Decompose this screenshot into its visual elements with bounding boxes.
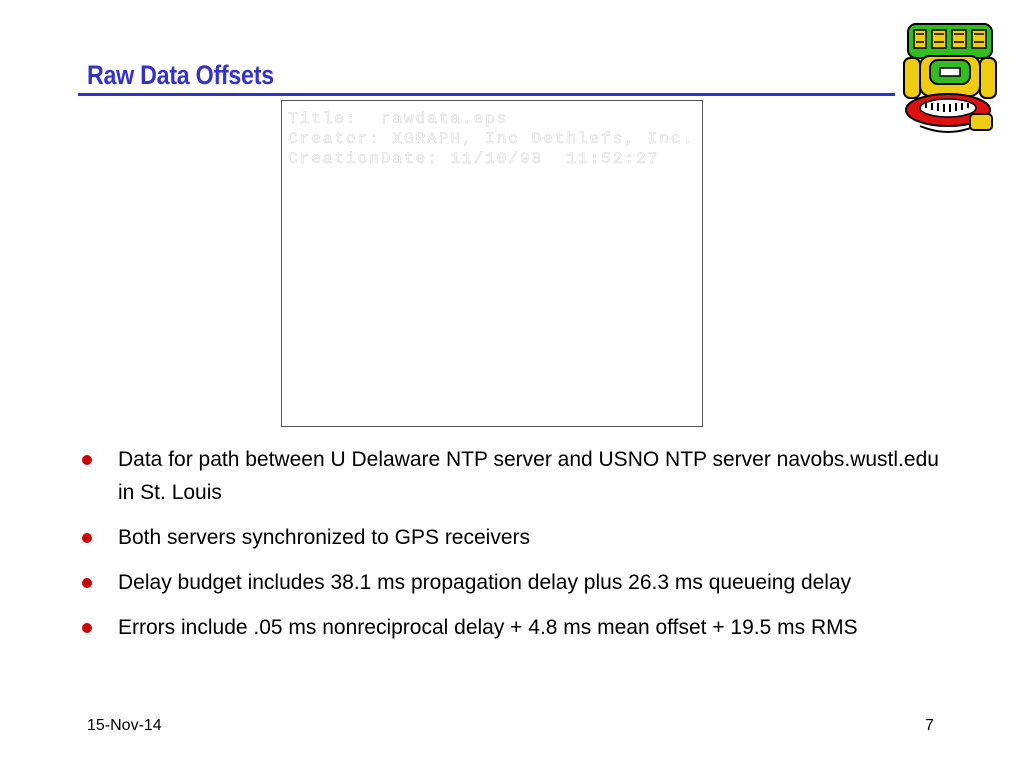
mayan-glyph-logo-icon xyxy=(900,18,1000,134)
placeholder-caption xyxy=(288,109,694,169)
bullet-item xyxy=(80,443,940,509)
bullet-item xyxy=(80,611,940,644)
footer-date: 15-Nov-14 xyxy=(87,717,162,734)
bullet-dot-icon xyxy=(82,455,92,465)
bullet-dot-icon xyxy=(82,578,92,588)
bullet-dot-icon xyxy=(82,533,92,543)
bullet-item xyxy=(80,521,940,554)
title-underline xyxy=(78,93,895,96)
bullet-list xyxy=(80,443,940,656)
bullet-text: Both servers synchronized to GPS receivers xyxy=(118,526,531,549)
slide-title: Raw Data Offsets xyxy=(87,60,274,90)
bullet-text: Delay budget includes 38.1 ms propagation delay plus 26.3 ms queueing delay xyxy=(118,571,852,594)
embedded-graph-placeholder xyxy=(281,100,703,427)
bullet-item xyxy=(80,566,940,599)
page-number: 7 xyxy=(925,717,934,734)
placeholder-creator-line: Creator: XGRAPH, Inc Dethlefs, Inc. xyxy=(288,130,695,148)
placeholder-date-line: CreationDate: 11/10/98 11:52:27 xyxy=(288,150,660,168)
bullet-dot-icon xyxy=(82,623,92,633)
placeholder-title-line: Title: rawdata.eps xyxy=(288,110,509,128)
bullet-text: Data for path between U Delaware NTP server and USNO NTP server navobs.wustl.edu in St. Louis xyxy=(118,448,939,504)
bullet-text: Errors include .05 ms nonreciprocal delay + 4.8 ms mean offset + 19.5 ms RMS xyxy=(118,616,858,639)
